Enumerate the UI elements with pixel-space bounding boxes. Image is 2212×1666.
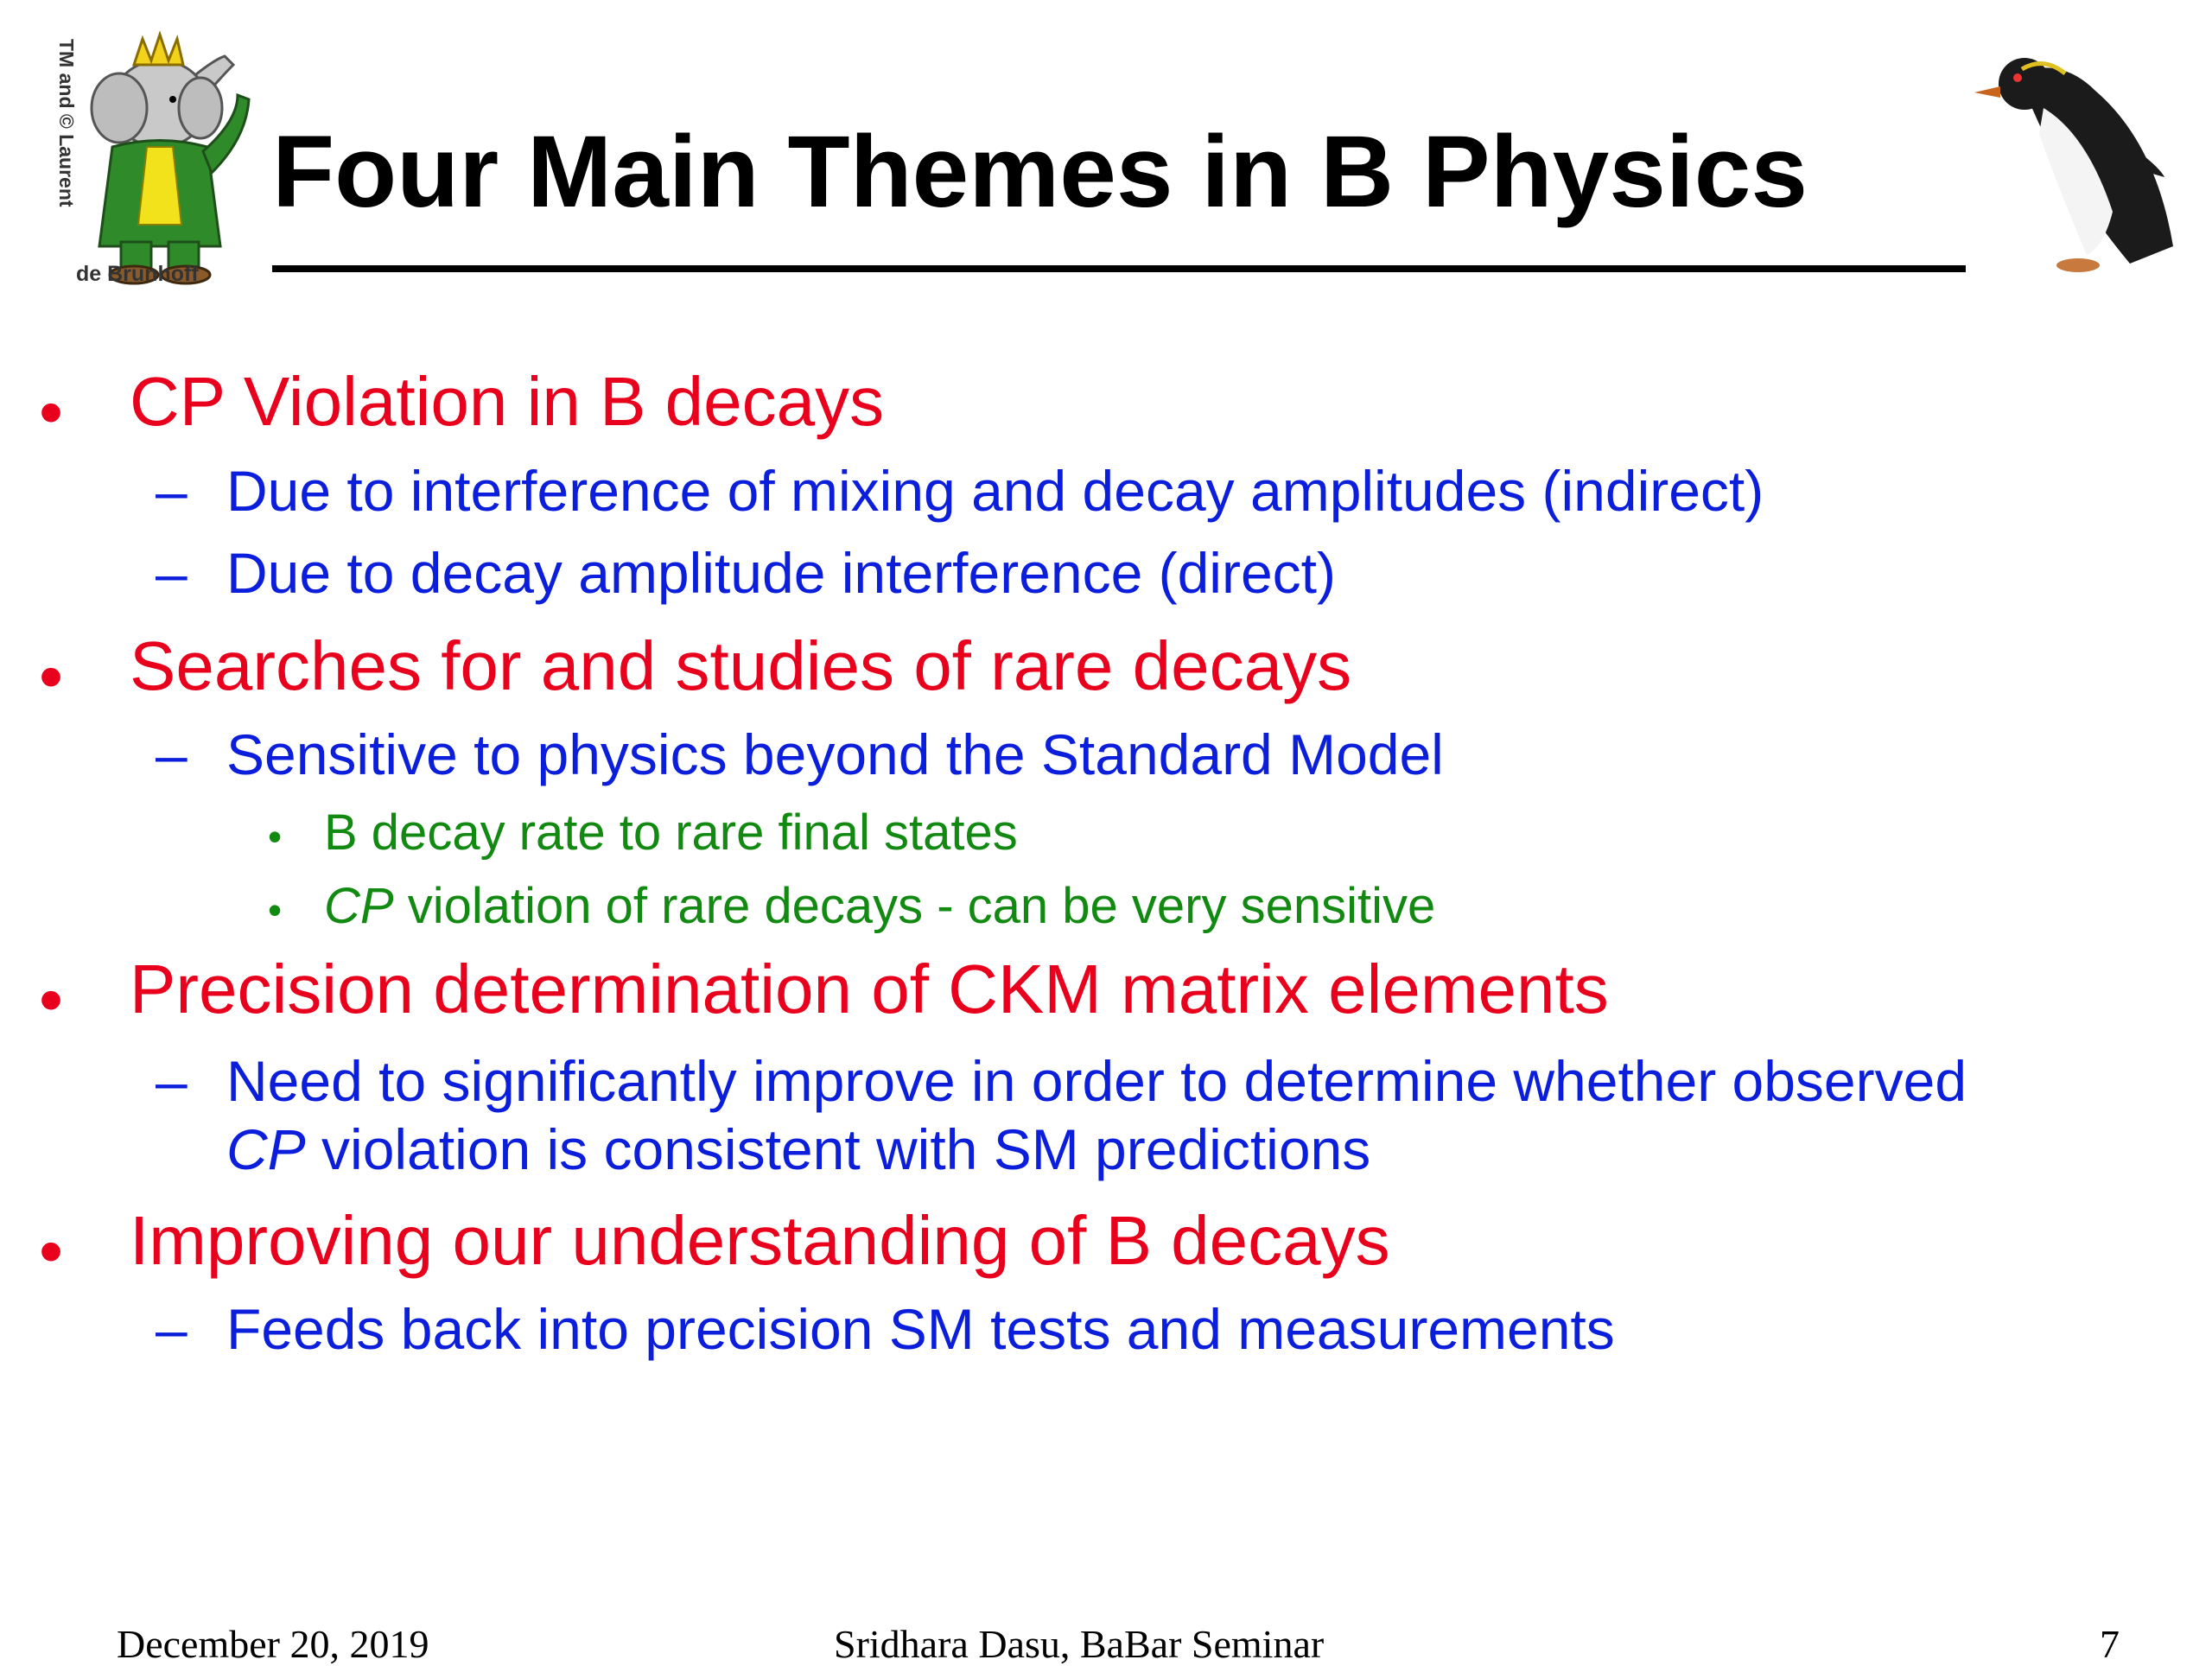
babar-elephant-logo (52, 26, 268, 294)
cp-italic: CP (324, 878, 394, 934)
penguin-logo (1957, 39, 2186, 277)
bullet-understanding: Improving our understanding of B decays (130, 1202, 1390, 1279)
bullet-ckm: Precision determination of CKM matrix elements (130, 951, 1609, 1027)
sub-sub-bullet-rare-final-states: B decay rate to rare final states (324, 804, 1018, 861)
bullet-marker: • (39, 638, 64, 715)
footer-presenter: Sridhara Dasu, BaBar Seminar (834, 1622, 1325, 1666)
dash-marker: – (156, 722, 188, 786)
slide-title: Four Main Themes in B Physics (272, 115, 1808, 229)
sub-sub-bullet-marker: • (268, 814, 283, 859)
dash-marker: – (156, 459, 188, 523)
bullet-marker: • (39, 373, 64, 450)
footer-date: December 20, 2019 (117, 1622, 429, 1666)
sub-bullet-direct: Due to decay amplitude interference (direct) (226, 541, 1336, 605)
sub-bullet-feeds-back: Feeds back into precision SM tests and measurements (226, 1297, 1615, 1361)
bullet-marker: • (39, 961, 64, 1038)
dash-marker: – (156, 541, 188, 605)
bullet-marker: • (39, 1212, 64, 1289)
cp-rare-text: violation of rare decays - can be very sensitive (393, 878, 1436, 934)
copyright-vertical-label: TM and © Laurent (55, 39, 78, 207)
footer-page-number: 7 (2100, 1622, 2120, 1666)
bullet-cp-violation: CP Violation in B decays (130, 363, 885, 440)
sub-sub-bullet-cp-rare (324, 878, 1436, 934)
bullet-rare-decays: Searches for and studies of rare decays (130, 627, 1352, 704)
cp-italic: CP (226, 1117, 306, 1181)
copyright-vertical-text (26, 39, 78, 272)
sub-bullet-improve: Need to significantly improve in order to determine whether observed (226, 1049, 1967, 1113)
dash-marker: – (156, 1297, 188, 1361)
sub-bullet-indirect: Due to interference of mixing and decay amplitudes (indirect) (226, 459, 1764, 523)
copyright-bottom-text: de Brunhoff (76, 262, 199, 286)
title-underline (272, 265, 1966, 272)
sub-bullet-improve-line2 (226, 1117, 1371, 1181)
sub-sub-bullet-marker: • (268, 887, 283, 932)
sm-consistency-text: violation is consistent with SM predictions (305, 1117, 1371, 1181)
dash-marker: – (156, 1049, 188, 1113)
sub-bullet-beyond-sm: Sensitive to physics beyond the Standard Model (226, 722, 1444, 786)
